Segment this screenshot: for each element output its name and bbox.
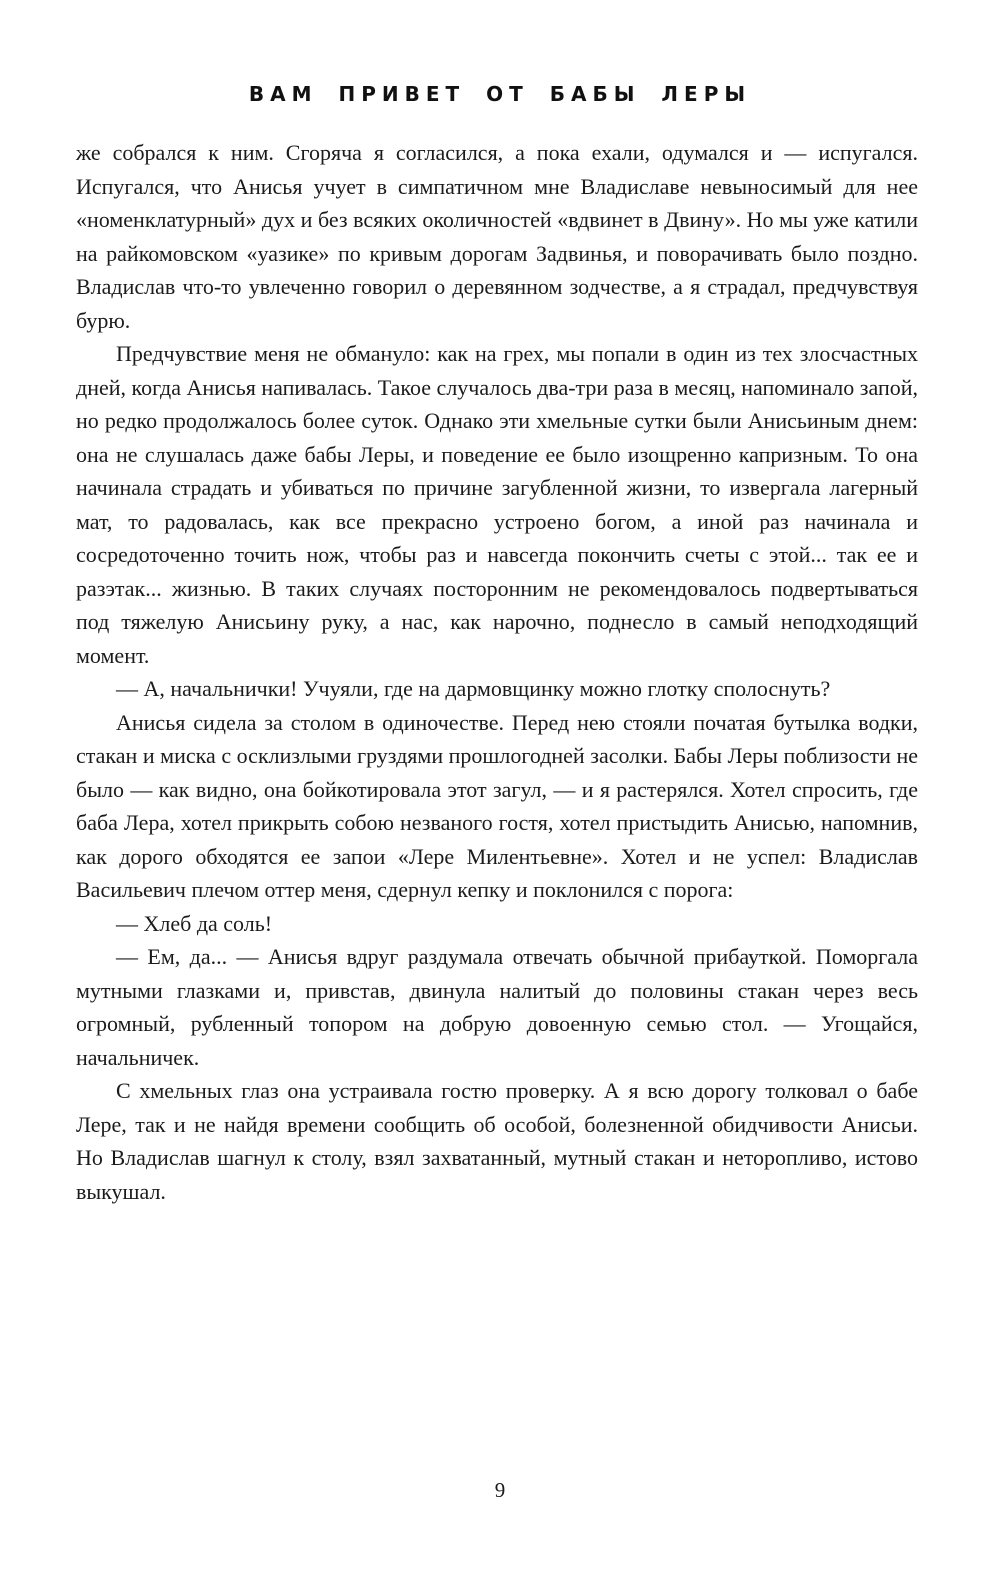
paragraph: С хмельных глаз она устраивала гостю проверку. А я всю дорогу толковал о бабе Лере, так и не найдя времени сообщить об особой, болезненной обидчивости Анисьи. Но Владислав шагнул к столу, взял захватанный, мутный стакан и неторопливо, истово выкушал. [76,1078,918,1204]
paragraph-dialogue: — Ем, да... — Анисья вдруг раздумала отвечать обычной прибауткой. Поморгала мутными глазками и, привстав, двинула налитый до половины стакан через весь огромный, рубленный топором на добрую довоенную семью стол. — Угощайся, начальничек. [76,944,918,1070]
paragraph: Анисья сидела за столом в одиночестве. Перед нею стояли початая бутылка водки, стакан и миска с осклизлыми груздями прошлогодней засолки. Бабы Леры поблизости не было — как видно, она бойкотировала этот загул, — и я растерялся. Хотел спросить, где баба Лера, хотел прикрыть собою незваного гостя, хотел пристыдить Анисью, напомнив, как дорого обходятся ее запои «Лере Милентьевне». Хотел и не успел: Владислав Васильевич плечом оттер меня, сдернул кепку и поклонился с порога: [76,709,918,902]
page-number: 9 [494,1478,506,1502]
paragraph: Предчувствие меня не обмануло: как на грех, мы попали в один из тех злосчастных дней, когда Анисья напивалась. Такое случалось два-три раза в месяц, напоминало запой, но редко продолжалось более суток. Однако эти хмельные сутки были Анисьиным днем: она не слушалась даже бабы Леры, и поведение ее было изощренно капризным. То она начинала страдать и убиваться по причине загубленной жизни, то извергала лагерный мат, то радовалась, как все прекрасно устроено богом, а иной раз начинала и сосредоточенно точить нож, чтобы раз и навсегда покончить счеты с этой... так ее и разэтак... жизнью. В таких случаях посторонним не рекомендовалось подвертываться под тяжелую Анисьину руку, а нас, как нарочно, поднесло в самый неподходящий момент. [76,341,918,668]
paragraph-dialogue: — Хлеб да соль! [116,910,273,936]
paragraph-dialogue: — А, начальнички! Учуяли, где на дармовщинку можно глотку сполоснуть? [116,676,831,701]
running-header: ВАМ ПРИВЕТ ОТ БАБЫ ЛЕРЫ [248,82,752,106]
paragraph: же собрался к ним. Сгоряча я согласился, а пока ехали, одумался и — испугался. Испугался, что Анисья учует в симпатичном мне Владиславе невыносимый для нее «номенклатурный» дух и без всяких околичностей «вдвинет в Двину». Но мы уже катили на райкомовском «уазике» по кривым дорогам Задвинья, и поворачивать было поздно. Владислав что-то увлеченно говорил о деревянном зодчестве, а я страдал, предчувствуя бурю. [76,140,918,333]
body-text [76,136,918,1208]
